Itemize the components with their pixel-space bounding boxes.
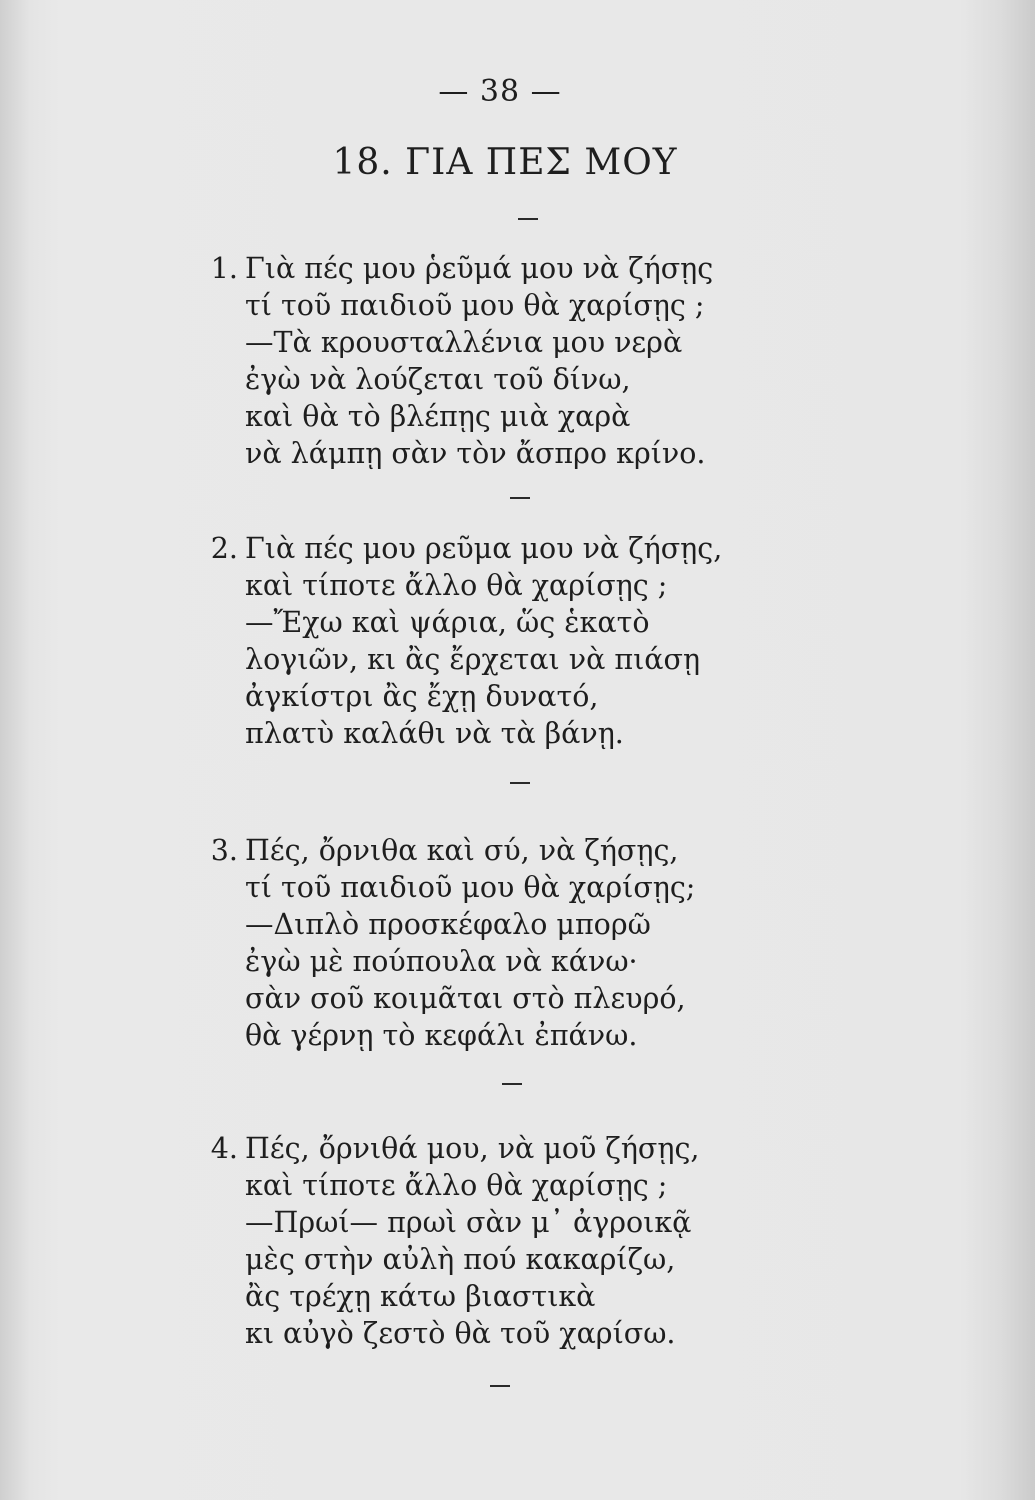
verse-text: Πές, ὄρνιθά μου, νὰ μοῦ ζήσῃς, [245, 1132, 700, 1165]
verse-text: μὲς στὴν αὐλὴ πού κακαρίζω, [245, 1243, 676, 1276]
stanza-line [200, 1278, 820, 1315]
verse-text: —Ἔχω καὶ ψάρια, ὥς ἑκατὸ [245, 606, 650, 639]
verse-text: —Διπλὸ προσκέφαλο μπορῶ [245, 908, 651, 941]
stanza-line [200, 1017, 820, 1054]
stanza-line [200, 832, 820, 869]
stanza-2 [200, 530, 820, 752]
verse-text: τί τοῦ παιδιοῦ μου θὰ χαρίσῃς; [245, 871, 696, 904]
stanza-line [200, 287, 820, 324]
stanza-1 [200, 250, 820, 472]
verse-text: καὶ τίποτε ἄλλο θὰ χαρίσῃς ; [245, 569, 668, 602]
stanza-line [200, 604, 820, 641]
stanza-line [200, 715, 820, 752]
verse-text: πλατὺ καλάθι νὰ τὰ βάνῃ. [245, 717, 624, 750]
stanza-line [200, 435, 820, 472]
verse-text: τί τοῦ παιδιοῦ μου θὰ χαρίσῃς ; [245, 289, 705, 322]
stanza-line [200, 869, 820, 906]
separator-dash [510, 782, 530, 784]
stanza-number: 3. [210, 834, 238, 867]
stanza-line [200, 906, 820, 943]
stanza-line [200, 641, 820, 678]
stanza-line [200, 250, 820, 287]
stanza-line [200, 567, 820, 604]
verse-text: Πές, ὄρνιθα καὶ σύ, νὰ ζήσῃς, [245, 834, 679, 867]
verse-text: καὶ τίποτε ἄλλο θὰ χαρίσῃς ; [245, 1169, 668, 1202]
separator-dash [502, 1083, 522, 1085]
separator-dash [490, 1385, 510, 1387]
verse-text: —Πρωί— πρωὶ σὰν μ᾽ ἀγροικᾷ [245, 1206, 692, 1239]
verse-text: κι αὐγὸ ζεστὸ θὰ τοῦ χαρίσω. [245, 1317, 676, 1350]
verse-text: νὰ λάμπῃ σὰν τὸν ἄσπρο κρίνο. [245, 437, 706, 470]
verse-text: Γιὰ πές μου ρεῦμα μου νὰ ζήσῃς, [245, 532, 723, 565]
verse-text: Γιὰ πές μου ῥεῦμά μου νὰ ζήσῃς [245, 252, 714, 285]
stanza-line [200, 1315, 820, 1352]
stanza-number: 1. [210, 252, 238, 285]
verse-text: λογιῶν, κι ἂς ἔρχεται νὰ πιάσῃ [245, 643, 701, 676]
verse-text: θὰ γέρνῃ τὸ κεφάλι ἐπάνω. [245, 1019, 638, 1052]
verse-text: ἂς τρέχῃ κάτω βιαστικὰ [245, 1280, 596, 1313]
stanza-number: 2. [210, 532, 238, 565]
separator-dash [518, 218, 538, 220]
stanza-line [200, 1241, 820, 1278]
verse-text: ἀγκίστρι ἂς ἔχῃ δυνατό, [245, 680, 599, 713]
separator-dash [510, 497, 530, 499]
stanza-line [200, 530, 820, 567]
verse-text: ἐγὼ μὲ πούπουλα νὰ κάνω· [245, 945, 638, 978]
stanza-line [200, 980, 820, 1017]
stanza-3 [200, 832, 820, 1054]
verse-text: καὶ θὰ τὸ βλέπῃς μιὰ χαρὰ [245, 400, 631, 433]
stanza-line [200, 943, 820, 980]
stanza-line [200, 1130, 820, 1167]
verse-text: —Τὰ κρουσταλλένια μου νερὰ [245, 326, 683, 359]
stanza-line [200, 678, 820, 715]
poem-title: 18. ΓΙΑ ΠΕΣ ΜΟΥ [332, 142, 678, 183]
stanza-line [200, 1167, 820, 1204]
stanza-line [200, 1204, 820, 1241]
stanza-line [200, 324, 820, 361]
verse-text: σὰν σοῦ κοιμᾶται στὸ πλευρό, [245, 982, 686, 1015]
page-number: — 38 — [438, 74, 562, 109]
stanza-number: 4. [210, 1132, 238, 1165]
stanza-line [200, 361, 820, 398]
stanza-line [200, 398, 820, 435]
stanza-4 [200, 1130, 820, 1352]
verse-text: ἐγὼ νὰ λούζεται τοῦ δίνω, [245, 363, 631, 396]
